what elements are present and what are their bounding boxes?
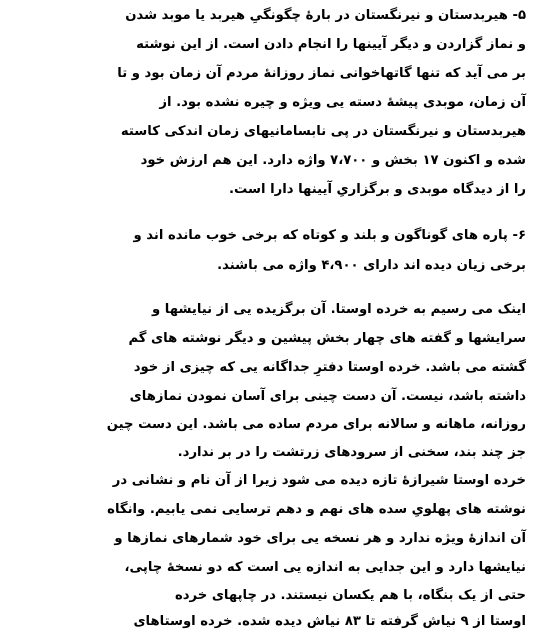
text-line: ۶- پاره های گوناگون و بلند و کوتاه که برخی خوب مانده اند و: [133, 228, 526, 243]
text-line: نوشته های پهلویِ سده های نهم و دهم ترسایی نمی یابیم. وانگاه: [107, 502, 526, 517]
text-line: اینک می رسیم به خرده اوستا. آن برگزیده یی از نیایشها و: [152, 302, 526, 317]
text-line: را از دیدگاه موبدی و برگزاریِ آیینها دارا است.: [229, 182, 526, 197]
text-line: آن زمان، موبدی پیشهٔ دسته یی ویژه و چیره نشده بود. از: [159, 95, 526, 110]
text-line: روزانه، ماهانه و سالانه برای مردم ساده می باشد. این دست چین: [106, 417, 526, 432]
text-line: حتی از یک بنگاه، با هم یکسان نیستند. در چاپهای خرده: [174, 588, 526, 603]
text-line: بر می آید که تنها گاتهاخوانی نماز روزانهٔ مردم آن زمان بود و تا: [117, 66, 526, 81]
text-line: هیربدستان و نیرنگستان در پی نابسامانیهای زمان اندکی کاسته: [120, 124, 526, 139]
text-line: داشته باشد، نیست. آن دست چینی برای آسان نمودن نمازهای: [129, 389, 526, 404]
text-line: سرایشها و گفته های چهار بخش پیشین و دیگر نوشته های گم: [128, 331, 526, 346]
text-line: شده و اکنون ۱۷ بخش و ۷،۷۰۰ واژه دارد. این هم ارزش خود: [140, 153, 526, 168]
text-line: نیایشها دارد و این جدایی به اندازه یی است که دو نسخهٔ چاپی،: [124, 560, 526, 575]
text-line: گشته می باشد. خرده اوستا دفترِ جداگانه یی که چیزی از خود: [133, 360, 526, 375]
text-line: ۵- هیربدستان و نیرنگستان در بارهٔ چگونگیِ هیربد یا موبد شدن: [125, 8, 526, 23]
text-line: اوستا از ۹ نیاش گرفته تا ۸۳ نیاش دیده شده. خرده اوستاهای: [133, 614, 526, 629]
text-line: خرده اوستا شیرازهٔ تازه دیده می شود زیرا از آن نام و نشانی در: [112, 473, 526, 488]
text-line: آن اندازهٔ ویژه ندارد و هر نسخه یی برای خود شمارهای نمازها و: [114, 531, 526, 546]
text-line: جز چند بند، سخنی از سرودهای زرتشت را در بر ندارد.: [177, 445, 526, 460]
text-line: و نماز گزاردن و دیگر آیینها را انجام دادن است. از این نوشته: [136, 37, 526, 52]
text-line: برخی زیان دیده اند دارای ۴،۹۰۰ واژه می باشند.: [217, 258, 526, 273]
